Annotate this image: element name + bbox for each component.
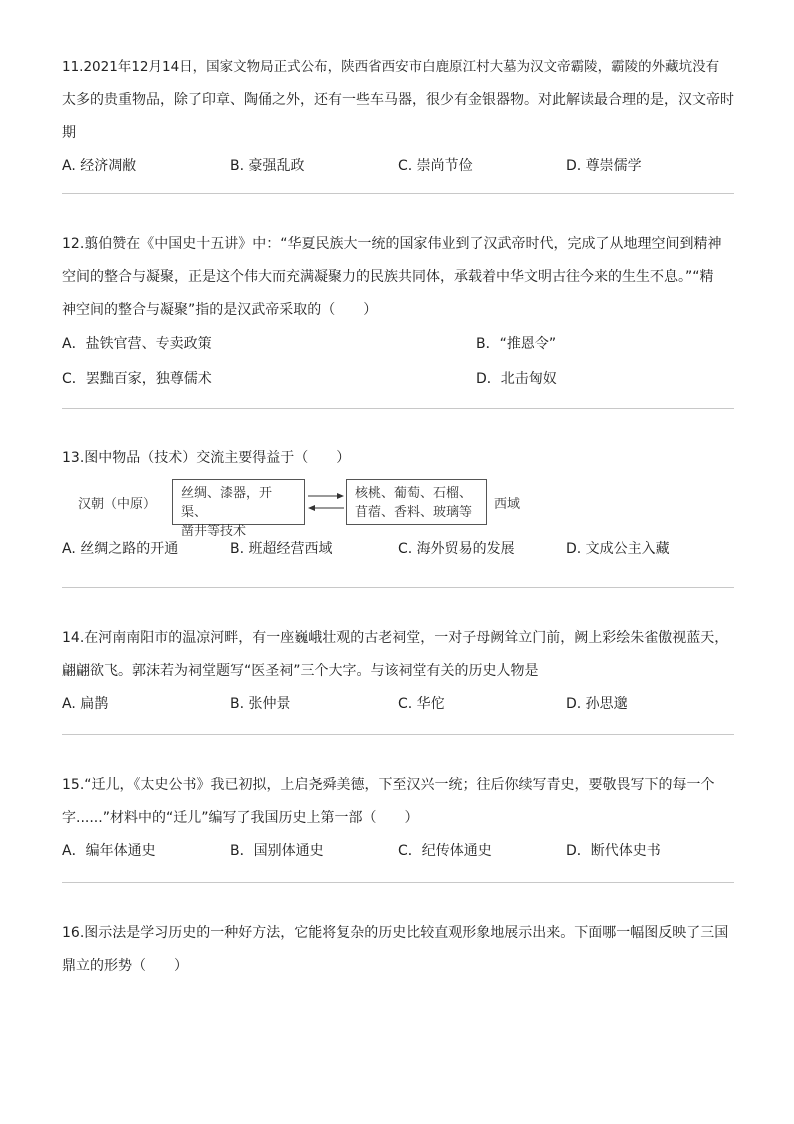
option-a[interactable]: A. 丝绸之路的开通 <box>62 541 179 557</box>
options-row <box>62 533 734 566</box>
option-b[interactable]: B. 豪强乱政 <box>230 158 305 174</box>
option-c[interactable]: C. 华佗 <box>398 696 445 712</box>
question-15 <box>62 769 734 868</box>
diagram-box-line: 苜蓿、香料、玻璃等 <box>355 505 473 520</box>
diagram-left-label: 汉朝（中原） <box>78 497 157 512</box>
question-14 <box>62 622 734 721</box>
question-text-line: 期 <box>62 125 76 141</box>
option-b[interactable]: B．“推恩令” <box>476 336 557 352</box>
question-text-line: 14.在河南南阳市的温凉河畔，有一座巍峨壮观的古老祠堂，一对子母阙耸立门前，阙上彩绘朱雀傲视蓝天， <box>62 630 729 646</box>
options-row <box>62 150 734 183</box>
question-text-line: 16.图示法是学习历史的一种好方法，它能将复杂的历史比较直观形象地展示出来。下面哪一幅图反映了三国 <box>62 925 729 941</box>
question-text-line: 太多的贵重物品，除了印章、陶俑之外，还有一些车马器，很少有金银器物。对此解读最合理的是，汉文帝时 <box>62 92 734 108</box>
question-12 <box>62 228 734 397</box>
option-b[interactable]: B. 张仲景 <box>230 696 291 712</box>
option-a[interactable]: A．盐铁官营、专卖政策 <box>62 336 212 352</box>
diagram-box-line: 凿井等技术 <box>181 524 247 539</box>
option-c[interactable]: C. 崇尚节俭 <box>398 158 473 174</box>
option-c[interactable]: C．罢黜百家，独尊儒术 <box>62 371 212 387</box>
options-row <box>62 362 734 397</box>
option-a[interactable]: A. 扁鹊 <box>62 696 109 712</box>
exchange-diagram <box>62 479 734 539</box>
option-d[interactable]: D．北击匈奴 <box>476 371 557 387</box>
diagram-right-label: 西域 <box>494 497 521 512</box>
diagram-box-line: 核桃、葡萄、石榴、 <box>355 486 473 501</box>
option-d[interactable]: D. 文成公主入藏 <box>566 541 670 557</box>
question-text-line: 13.图中物品（技术）交流主要得益于（ ） <box>62 450 351 466</box>
question-16 <box>62 917 734 983</box>
options-row <box>62 327 734 362</box>
option-d[interactable]: D. 尊崇儒学 <box>566 158 642 174</box>
exchange-arrows-icon <box>306 489 346 515</box>
option-a[interactable]: A．编年体通史 <box>62 843 156 859</box>
question-11 <box>62 51 734 183</box>
diagram-left-box <box>172 479 305 539</box>
option-d[interactable]: D．断代体史书 <box>566 843 661 859</box>
separator <box>62 882 734 883</box>
question-text-line: 12.翦伯赞在《中国史十五讲》中：“华夏民族大一统的国家伟业到了汉武帝时代，完成了从地理空间到精神 <box>62 236 722 252</box>
question-text-line: 11.2021年12月14日，国家文物局正式公布，陕西省西安市白鹿原江村大墓为汉文帝霸陵，霸陵的外藏坑没有 <box>62 59 720 75</box>
option-c[interactable]: C．纪传体通史 <box>398 843 492 859</box>
option-a[interactable]: A. 经济凋敝 <box>62 158 137 174</box>
options-row <box>62 688 734 721</box>
question-text-line: 空间的整合与凝聚，正是这个伟大而充满凝聚力的民族共同体，承载着中华文明古往今来的生生不息。”“精 <box>62 269 714 285</box>
question-text-line: 鼎立的形势（ ） <box>62 958 188 974</box>
option-b[interactable]: B. 班超经营西域 <box>230 541 333 557</box>
question-13 <box>62 442 734 566</box>
question-text-line: 神空间的整合与凝聚”指的是汉武帝采取的（ ） <box>62 302 378 318</box>
separator <box>62 193 734 194</box>
separator <box>62 408 734 409</box>
option-d[interactable]: D. 孙思邈 <box>566 696 628 712</box>
question-text-line: 15.“迁儿，《太史公书》我已初拟，上启尧舜美德，下至汉兴一统；往后你续写青史，要敬畏写下的每一个 <box>62 777 715 793</box>
option-c[interactable]: C. 海外贸易的发展 <box>398 541 515 557</box>
option-b[interactable]: B．国别体通史 <box>230 843 324 859</box>
separator <box>62 734 734 735</box>
separator <box>62 587 734 588</box>
diagram-box-line: 丝绸、漆器，开渠、 <box>181 486 273 520</box>
question-text-line: 翩翩欲飞。郭沫若为祠堂题写“医圣祠”三个大字。与该祠堂有关的历史人物是 <box>62 663 539 679</box>
diagram-right-box <box>346 479 487 525</box>
question-text-line: 字......”材料中的“迁儿”编写了我国历史上第一部（ ） <box>62 810 419 826</box>
options-row <box>62 835 734 868</box>
